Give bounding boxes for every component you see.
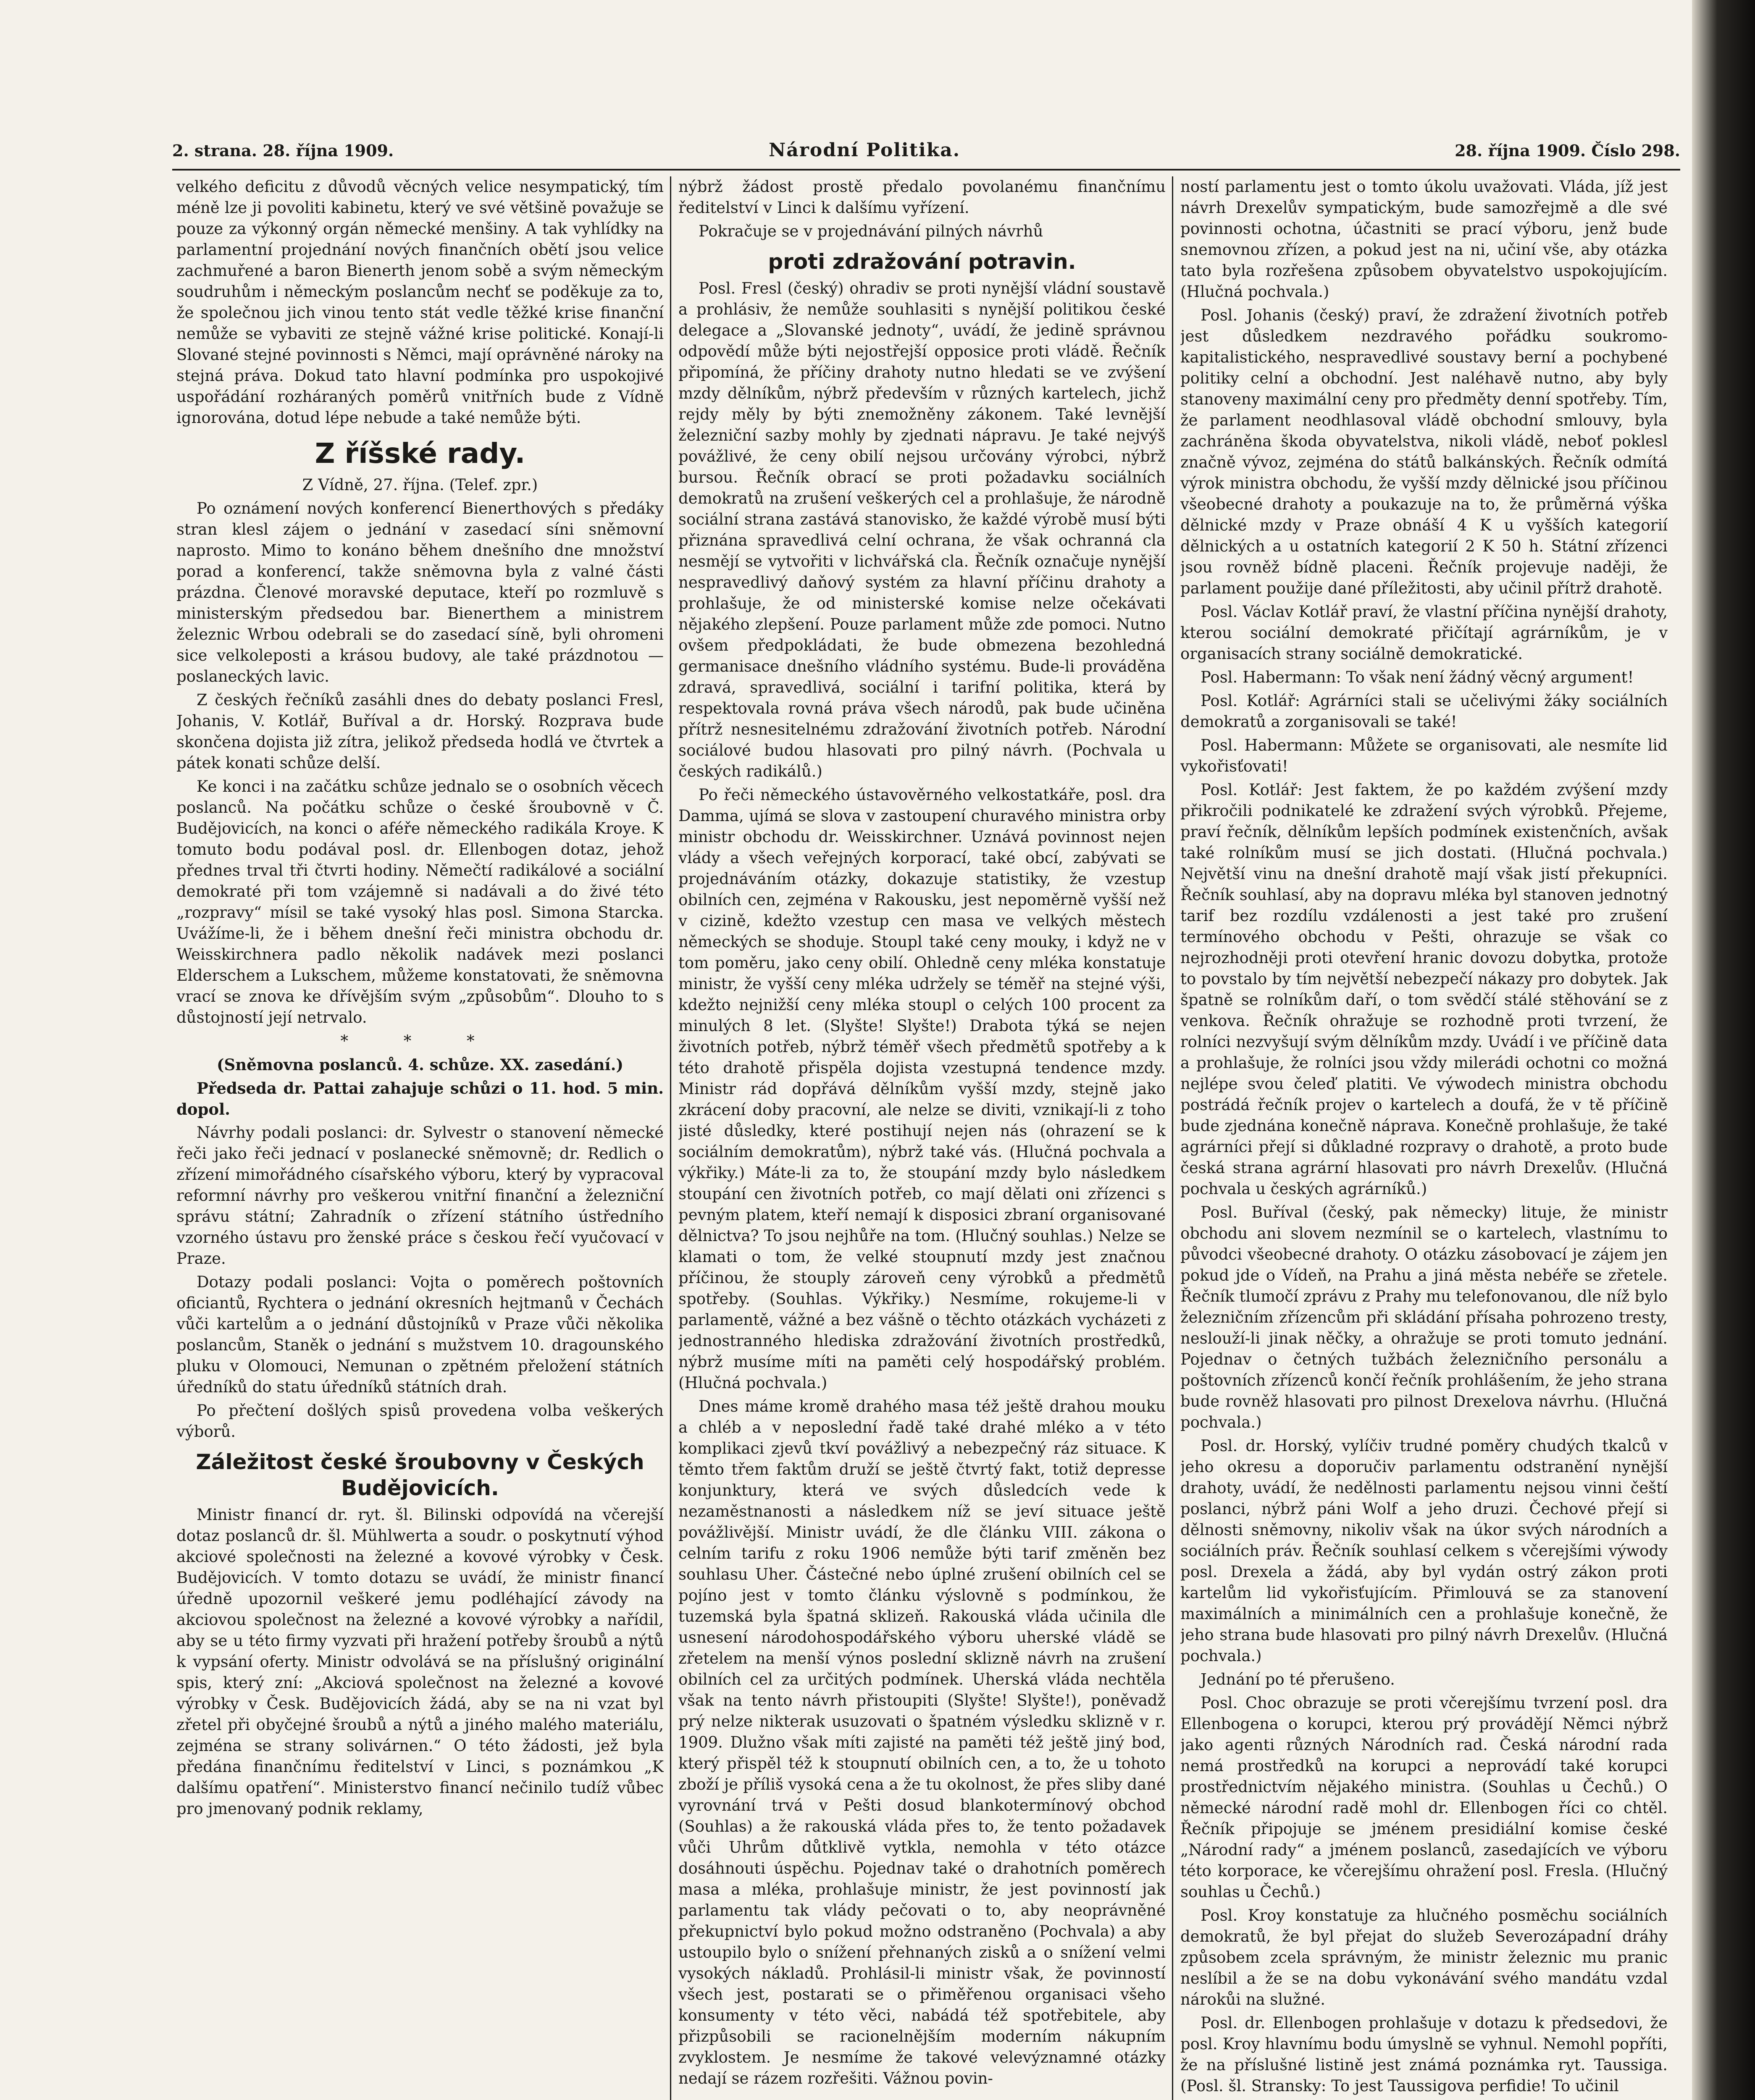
column-rule-1 xyxy=(670,176,671,2100)
column-1 xyxy=(176,176,664,2100)
article-text: Posl. Buříval (český, pak německy) lituje, že ministr obchodu ani slovem nezmínil se o kartelech, vlastnímu to původci všeobecné drahoty. O otázku zásobovací je zájem jen pokud jde o Vídeň, na Prahu a jiná města nebéře se zřetele. Řečník tlumočí zprávu z Prahy mu telefonovanou, dle níž bylo železničním zřízencům při skládání přísaha pohrozeno tresty, neslouží-li jinak něčky, a ohražuje se proti tomuto jednání. Pojednav o četných tužbách železničního personálu a poštovních zřízenců končí řečník prohlášením, že jeho strana bude rovněž hlasovati pro pilnost Drexelova návrhu. (Hlučná pochvala.) xyxy=(1180,1203,1668,1431)
article-text: Z českých řečníků zasáhli dnes do debaty poslanci Fresl, Johanis, V. Kotlář, Buříval a dr. Horský. Rozprava bude skončena dojista již zítra, jelikož předseda hodlá ve čtvrtek a pátek konati schůze delší. xyxy=(176,691,664,772)
article-text: Návrhy podali poslanci: dr. Sylvestr o stanovení německé řeči jako řeči jednací v poslanecké sněmovně; dr. Redlich o zřízení mimořádného císařského výboru, který by vypracoval reformní návrhy pro veškerou vnitřní finanční a železniční správu státní; Zahradník o zřízení státního ústředního vzorného ústavu pro ženské práce s českou řečí vyučovací v Praze. xyxy=(176,1124,664,1268)
column-2 xyxy=(678,176,1166,2100)
article-text: velkého deficitu z důvodů věcných velice nesympatický, tím méně lze ji povoliti kabinetu, který ve své většině považuje se pouze za výkonný orgán německé menšiny. A tak vyhlídky na parlamentní projednání nových finančních obětí jsou velice zachmuřené a baron Bienerth jenom sobě a svým německým soudruhům i německým poslancům nechť se poděkuje za to, že společnou jich vinou tento stát vedle těžké krise finanční nemůže se vybaviti ze stejně vážné krise politické. Konají-li Slované stejné povinnosti s Němci, mají oprávněné nároky na stejná práva. Dokud tato hlavní podmínka pro uspokojivé uspořádání rozháraných poměrů vnitřních bude z Vídně ignorována, dotud lépe nebude a také nemůže býti. xyxy=(176,178,664,427)
article-text: Posl. Kroy konstatuje za hlučného posměchu sociálních demokratů, že byl přejat do služeb Severozápadní dráhy způsobem zcela správným, že ministr železnic mu pranic neslíbil a že se na dobu vykonávání svého mandátu vzdal nárokůi na služné. xyxy=(1180,1906,1668,2008)
article-text: Posl. dr. Horský, vylíčiv trudné poměry chudých tkalců v jeho okresu a doporučiv parlamentu odstranění nynější drahoty, uvádí, že nedělnosti parlamentu nejsou vinni čeští poslanci, nýbrž páni Wolf a jeho druzi. Čechové přejí si dělnosti sněmovny, nikoliv však na úkor svých národních a sociálních práv. Řečník souhlasí celkem s včerejšími výwody posl. Drexela a žádá, aby byl vydán ostrý zákon proti kartelům lid vykořisťujícím. Přimlouvá se za stanovení maximálních a minimálních cen a prohlašuje konečně, že jeho strana bude hlasovati pro pilný návrh Drexelův. (Hlučná pochvala.) xyxy=(1180,1437,1668,1665)
article-text: Posl. Fresl (český) ohradiv se proti nynější vládní soustavě a prohlásiv, že nemůže souhlasiti s nynější politikou české delegace a „Slovanské jednoty“, uvádí, že jedině správnou odpovědí může býti nejostřejší opposice proti vládě. Řečník připomíná, že příčiny drahoty nutno hledati se ve zvýšení mzdy dělníkům, nýbrž především v různých kartelech, jichž rejdy měly by býti znemožněny zákonem. Také levnější železniční sazby mohly by zjednati nápravu. Je také nejvýš povážlivé, že ceny obilí nejsou určovány výrobci, nýbrž bursou. Řečník obrací se proti požadavku sociálních demokratů na zrušení veškerých cel a prohlašuje, že národně sociální strana zastává stanovisko, že každé výrobě musí býti přiznána spravedlivá celní ochrana, že však ochranná cla nesmějí se vytvořiti v lichvářská cla. Řečník označuje nynější nespravedlivý daňový systém za hlavní příčinu drahoty a prohlašuje, že od ministerské komise nelze očekávati nějakého zlepšení. Pouze parlament může zde pomoci. Nutno ovšem předpokládati, že bude obmezena bezohledná germanisace dnešního vládního systému. Bude-li prováděna zdravá, spravedlivá, sociální i tarifní politika, která by respektovala rovná práva všech národů, pak bude učiněna přítrž nesnesitelnému zdražování životních potřeb. Národní sociálové budou hlasovati pro pilný návrh. (Pochvala u českých radikálů.) xyxy=(678,279,1166,780)
column-rule-2 xyxy=(1172,176,1173,2100)
article-text: Pokračuje se v projednávání pilných návrhů xyxy=(699,222,1043,240)
article-text: Ke konci i na začátku schůze jednalo se o osobních věcech poslanců. Na počátku schůze o české šroubovně v Č. Budějovicích, na konci o aféře německého radikála Kroye. K tomuto bodu podával posl. dr. Ellenbogen dotaz, jehož přednes trval tři čtvrti hodiny. Němečtí radikálové a sociální demokraté při tom vzájemně si nadávali a do živé této „rozpravy“ mísil se také vysoký hlas posl. Simona Starcka. Uvážíme-li, že i během dnešní řeči ministra obchodu dr. Weisskirchnera padlo několik nadávek mezi poslanci Elderschem a Lukschem, můžeme konstatovati, že sněmovna vrací se znova ke dřívějším svým „způsobům“. Dlouho to s důstojností její netrvalo. xyxy=(176,777,664,1026)
article-text: Po přečtení došlých spisů provedena volba veškerých výborů. xyxy=(176,1402,664,1441)
subsection-heading: proti zdražování potravin. xyxy=(768,249,1076,274)
article-text: Posl. Habermann: To však není žádný věcný argument! xyxy=(1201,668,1634,686)
header-rule xyxy=(172,169,1680,171)
article-text: Po řeči německého ústavověrného velkostatkáře, posl. dra Damma, ujímá se slova v zastoupení churavého ministra orby ministr obchodu dr. Weisskirchner. Uznává povinnost nejen vlády a všech veřejných korporací, také obcí, zabývati se projednáváním otázky, dokazuje statistiky, že vzestup obilních cen, zejména v Rakousku, jest nepoměrně vyšší než v cizině, kdežto vzestup cen masa ve velkých městech německých se shoduje. Stoupl také ceny mouky, i když ne v tom poměru, jako ceny obilí. Ohledně ceny mléka konstatuje ministr, že vyšší ceny mléka udržely se téměř na stejné výši, kdežto nejnižší ceny mléka stoupl o celých 100 procent za minulých 8 let. (Slyšte! Slyšte!) Drabota týká se nejen životních potřeb, nýbrž téměř všech předmětů spotřeby a k této drahotě přispěla dojista vzestupná tendence mzdy. Ministr rád dopřává dělníkům vyšší mzdy, stejně jako zkrácení doby pracovní, ale nelze se diviti, vznikají-li z toho jisté důsledky, které postihují nejen nás (ohrazení se k sociálním demokratům), nýbrž také vás. (Hlučná pochvala a výkřiky.) Máte-li za to, že stoupání mzdy bylo následkem stoupání cen životních potřeb, co mají dělati oni zřízenci s pevným platem, kteří nemají k disposici zbraní organisované dělnictva? To jsou nejhůře na tom. (Hlučný souhlas.) Nelze se klamati o tom, že velké stoupnutí mzdy jest značnou příčinou, že stouply zároveň ceny výrobků a předmětů spotřeby. (Souhlas. Výkřiky.) Nesmíme, rokujeme-li v parlamentě, vážné a bez vášně o těchto otázkách vycházeti z jednostranného hlediska zdražování životních prostředků, nýbrž musíme míti na paměti celý hospodářský problém. (Hlučná pochvala.) xyxy=(678,786,1166,1392)
session-title: (Sněmovna poslanců. 4. schůze. XX. zasedání.) xyxy=(217,1055,623,1074)
subsection-heading: Záležitost české šroubovny v Českých Budějovicích. xyxy=(196,1450,644,1500)
article-text: Předseda dr. Pattai zahajuje schůzi o 11. hod. 5 min. dopol. xyxy=(176,1079,664,1118)
article-text: Posl. Johanis (český) praví, že zdražení životních potřeb jest důsledkem nezdravého pořádku soukromo-kapitalistického, nespravedlivé soustavy berní a pochybené politiky celní a obchodní. Jest naléhavě nutno, aby byly stanoveny maximální ceny pro předměty denní spotřeby. Tím, že parlament neodhlasoval vládě obchodní smlouvy, byla zachráněna škoda obyvatelstva, nikoli vládě, neboť poklesl značně vývoz, zejména do států balkánských. Řečník odmítá výrok ministra obchodu, že vyšší mzdy dělnické jsou příčinou všeobecné drahoty a poukazuje na to, že průměrná výška dělnické mzdy v Praze obnáší 4 K u vyšších kategorií dělnických a u ostatních kategorií 2 K 50 h. Státní zřízenci jsou rovněž bídně placeni. Řečník projevuje naději, že parlament použije dané příležitosti, aby učinil přítrž drahotě. xyxy=(1180,306,1668,597)
page-edge-shadow xyxy=(1692,0,1755,2100)
article-text: Ministr financí dr. ryt. šl. Bilinski odpovídá na včerejší dotaz poslanců dr. šl. Mühlwerta a soudr. o poskytnutí výhod akciové společnosti na železné a kovové výrobky v Česk. Budějovicích. V tomto dotazu se uvádí, že ministr financí úředně upozornil veškeré jemu podléhající závody na akciovou společnost na železné a kovové výrobky a nařídil, aby se u této firmy vyzvati při hražení potřeby šroubů a nýtů k vypsání oferty. Ministr odvolává se na příslušný originální spis, který zní: „Akciová společnost na železné a kovové výrobky v Česk. Budějovicích žádá, aby se na ni vzat byl zřetel při obyčejné šroubů a nýtů a jiného malého materiálu, zejména se strany solivárnen.“ O této žádosti, jež byla předána finančnímu ředitelství v Linci, s poznámkou „K dalšímu opatření“. Ministerstvo financí nečinilo tudíž vůbec pro jmenovaný podnik reklamy, xyxy=(176,1506,664,1818)
article-text: ností parlamentu jest o tomto úkolu uvažovati. Vláda, jíž jest návrh Drexelův sympatickým, bude samozřejmě a dle své povinnosti ochotna, účastniti se prací výboru, jenž bude snemovnou zřízen, a pokud jest na ni, učiní vše, aby otázka tato byla rozřešena způsobem obyvatelstvo uspokojujícím. (Hlučná pochvala.) xyxy=(1180,178,1668,301)
page-header xyxy=(172,134,1680,167)
separator: * * * xyxy=(340,1032,500,1050)
article-text: Po oznámení nových konferencí Bienerthových s předáky stran klesl zájem o jednání v zasedací síni sněmovní naprosto. Mimo to konáno během dnešního dne množství porad a konferencí, takže sněmovna byla z valné části prázdna. Členové moravské deputace, kteří po rozmluvě s ministerským předsedou bar. Bienerthem a ministrem železnic Wrbou odebrali se do zasedací síně, byli ohromeni sice velkoleposti a krásou budovy, ale také prázdnotou — poslaneckých lavic. xyxy=(176,499,664,685)
article-text: Posl. dr. Ellenbogen prohlašuje v dotazu k předsedovi, že posl. Kroy hlavnímu bodu úmyslně se vyhnul. Nemohl popříti, že na příslušné listině jest známá poznámka ryt. Taussiga. (Posl. šl. Stransky: To jest Taussigova perfidie! To učinil xyxy=(1180,2014,1668,2095)
article-text: Posl. Kotlář: Agrárníci stali se učelivými žáky sociálních demokratů a zorganisovali se také! xyxy=(1180,692,1668,731)
dateline: Z Vídně, 27. října. (Telef. zpr.) xyxy=(302,476,538,494)
article-text: Posl. Kotlář: Jest faktem, že po každém zvýšení mzdy přikročili podnikatelé ke zdražení svých výrobků. Přejeme, praví řečník, dělníkům lepších podmínek existenčních, avšak také rolníkům musí se jich dostati. (Hlučná pochvala.) Největší vinu na dnešní drahotě mají však jistí překupníci. Řečník souhlasí, aby na dopravu mléka byl stanoven jednotný tarif bez rozdílu vzdálenosti a jest také pro zrušení termínového obchodu v Pešti, ohrazuje se však co nejrozhodněji proti otevření hranic dovozu dobytka, protože to povstalo by tím největší nebezpečí nákazy pro dobytek. Jak špatně se rolníkům daří, o tom svědčí stálé stěhování se z venkova. Řečník ohražuje se rozhodně proti tvrzení, že rolníci nezvyšují svým dělníkům mzdy. Uvádí i ve příčině data a prohlašuje, že rolníci jsou vždy milerádi ochotni co možná nejlépe svou čeleď platiti. Ve výwodech ministra obchodu postrádá řečník projev o kartelech a doufá, že v tě příčině bude zjednána konečně náprava. Konečně prohlašuje, že také agrárníci přejí si důkladné rozpravy o drahotě, a proto bude česká strana agrární hlasovati pro návrh Drexelův. (Hlučná pochvala u českých agrárníků.) xyxy=(1180,781,1668,1198)
article-text: nýbrž žádost prostě předalo povolanému finančnímu ředitelství v Linci k dalšímu vyřízení. xyxy=(678,178,1166,217)
article-text: Dnes máme kromě drahého masa též ještě drahou mouku a chléb a v neposlední řadě také drahé mléko a v této komplikaci zjevů tkví povážlivý a nebezpečný ráz situace. K těmto třem faktům druží se ještě čtvrtý fakt, totiž depresse konjunktury, která ve svých důsledcích vede k nezaměstnanosti a následkem níž se jeví situace ještě povážlivější. Ministr uvádí, že dle článku VIII. zákona o celním tarifu z roku 1906 nemůže býti tarif změněn bez souhlasu Uher. Částečné nebo úplné zrušení obilních cel se pojíno jest v tomto článku výslovně s podmínkou, že tuzemská byla špatná sklizeň. Rakouská vláda učinila dle usnesení národohospodářského výboru uherské vládě se zřetelem na menší výnos poslední sklizně návrh na zrušení obilních cel za určitých podmínek. Uherská vláda nechtěla však na tento návrh přistoupiti (Slyšte! Slyšte!), poněvadž prý nelze nikterak usuzovati o špatném výsledku sklizně v r. 1909. Dlužno však míti zajisté na paměti též ještě jiný bod, který přispěl též k stoupnutí obilních cen, a to, že u tohoto zboží je příliš vysoká cena a že tu okolnost, že přes sliby dané vyrovnání trvá v Pešti dosud blankotermínový obchod (Souhlas) a že rakouská vláda přes to, že tento požadavek vůči Uhrům důtklivě vytkla, nemohla v této otázce dosáhnouti úspěchu. Pojednav také o drahotních poměrech masa a mléka, prohlašuje ministr, že jest povinností jak parlamentu tak vlády pečovati o to, aby neoprávněné překupnictví bylo pokud možno odstraněno (Pochvala) a aby ustoupilo bylo o snížení přehnaných zisků a o snížení velmi vysokých nákladů. Prohlásil-li ministr však, že povinností všech jest, postarati se o přiměřenou organisaci všeho konsumenty v této věci, nabádá též spotřebitele, aby přizpůsobili se racionelnějším moderním nákupním zvyklostem. Je nesmíme že takové velevýznamné otázky nedají se rázem rozřešiti. Vážnou povin- xyxy=(678,1397,1166,2087)
issue-date-number: 28. října 1909. Číslo 298. xyxy=(1455,141,1680,160)
newspaper-title: Národní Politika. xyxy=(769,139,961,161)
article-text: Posl. Choc obrazuje se proti včerejšímu tvrzení posl. dra Ellenbogena o korupci, kterou prý provádějí Němci nýbrž jako agenti různých Národních rad. Česká národní rada nemá prostředků na korupci a neprovádí také korupci prostřednictvím nějakého ministra. (Souhlas u Čechů.) O německé národní radě mohl dr. Ellenbogen říci co chtěl. Řečník připojuje se jménem presidiální komise české „Národní rady“ a jménem poslanců, zasedajících ve výboru této korporace, ke včerejšímu ohražení posl. Fresla. (Hlučný souhlas u Čechů.) xyxy=(1180,1694,1668,1901)
section-heading: Z říšské rady. xyxy=(315,437,525,470)
article-text: Posl. Habermann: Můžete se organisovati, ale nesmíte lid vykořisťovati! xyxy=(1180,736,1668,775)
article-text: Jednání po té přerušeno. xyxy=(1201,1670,1395,1688)
article-text: Dotazy podali poslanci: Vojta o poměrech poštovních oficiantů, Rychtera o jednání okresních hejtmanů v Čechách vůči kartelům a o jednání důstojníků v Praze vůči několika poslancům, Staněk o jednání s mužstvem 10. dragounského pluku v Olomouci, Nemunan o zpětném přeložení státních úředníků do statu úředníků státních drah. xyxy=(176,1273,664,1396)
article-text: Posl. Václav Kotlář praví, že vlastní příčina nynější drahoty, kterou sociální demokraté přičítají agrárníkům, je v organisacích strany sociálně demokratické. xyxy=(1180,603,1668,663)
page-number-date: 2. strana. 28. října 1909. xyxy=(172,141,394,160)
column-3 xyxy=(1180,176,1668,2100)
